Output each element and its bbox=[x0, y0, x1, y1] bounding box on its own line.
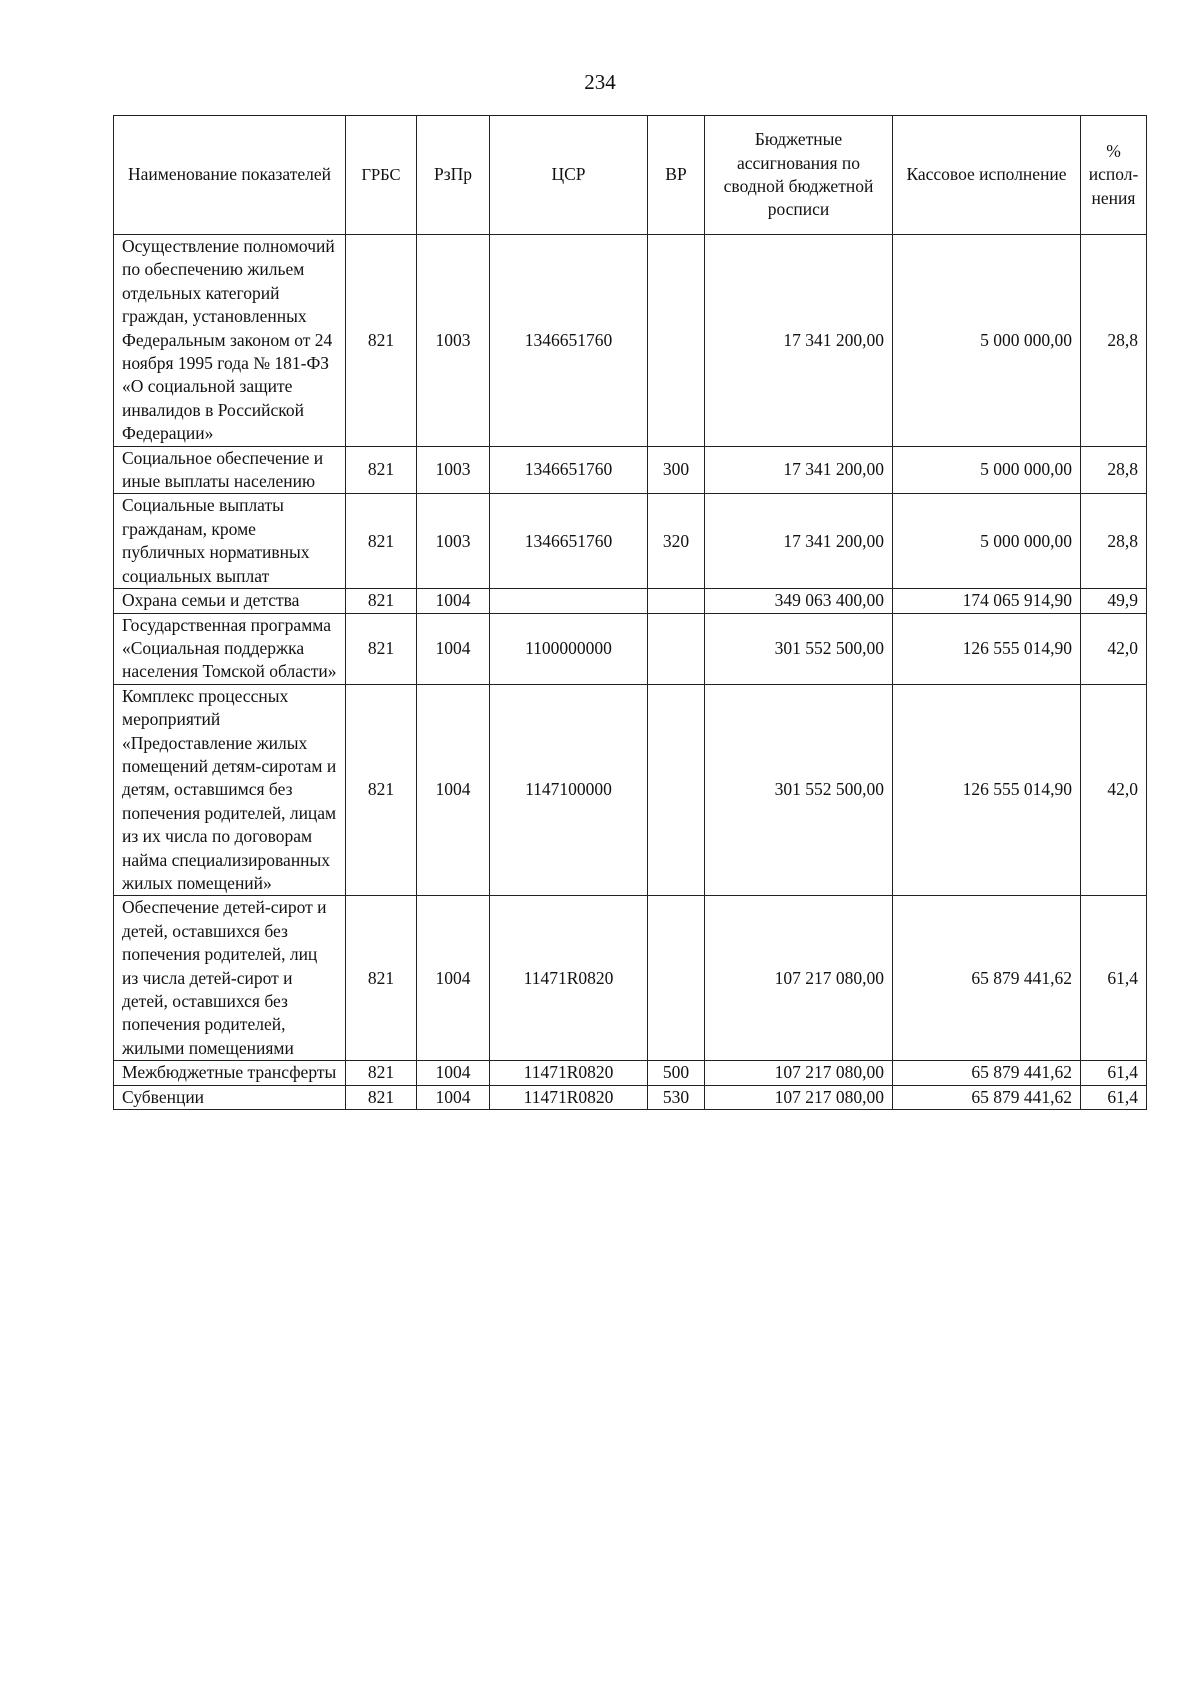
row-executed: 5 000 000,00 bbox=[893, 494, 1081, 589]
row-rzpr: 1003 bbox=[417, 446, 490, 494]
row-vr bbox=[648, 235, 705, 447]
header-grbs: ГРБС bbox=[346, 116, 417, 235]
header-name: Наименование показателей bbox=[114, 116, 346, 235]
row-percent: 61,4 bbox=[1081, 1085, 1147, 1109]
row-executed: 5 000 000,00 bbox=[893, 235, 1081, 447]
row-name: Охрана семьи и детства bbox=[114, 589, 346, 613]
row-percent: 42,0 bbox=[1081, 684, 1147, 896]
budget-table bbox=[113, 115, 1147, 1110]
row-vr: 500 bbox=[648, 1061, 705, 1085]
row-vr: 320 bbox=[648, 494, 705, 589]
row-csr bbox=[490, 589, 648, 613]
row-grbs: 821 bbox=[346, 1085, 417, 1109]
table-row bbox=[114, 235, 1147, 447]
row-grbs: 821 bbox=[346, 235, 417, 447]
row-name: Социальные выплаты гражданам, кроме публичных нормативных социальных выплат bbox=[114, 494, 346, 589]
row-executed: 174 065 914,90 bbox=[893, 589, 1081, 613]
table-row bbox=[114, 684, 1147, 896]
row-vr bbox=[648, 684, 705, 896]
row-name: Обеспечение детей-сирот и детей, оставшихся без попечения родителей, лиц из числа детей-сирот и детей, оставшихся без попечения родителей, жилыми помещениями bbox=[114, 896, 346, 1061]
row-assigned: 17 341 200,00 bbox=[705, 494, 893, 589]
row-percent: 28,8 bbox=[1081, 446, 1147, 494]
row-executed: 126 555 014,90 bbox=[893, 684, 1081, 896]
row-csr: 1346651760 bbox=[490, 235, 648, 447]
table-row bbox=[114, 1085, 1147, 1109]
row-csr: 1346651760 bbox=[490, 446, 648, 494]
row-rzpr: 1003 bbox=[417, 235, 490, 447]
row-csr: 11471R0820 bbox=[490, 1061, 648, 1085]
row-name: Комплекс процессных мероприятий «Предоставление жилых помещений детям-сиротам и детям, оставшимся без попечения родителей, лицам из их числа по договорам найма специализированных жилых помещений» bbox=[114, 684, 346, 896]
row-rzpr: 1004 bbox=[417, 896, 490, 1061]
page-number: 234 bbox=[584, 70, 616, 94]
row-executed: 65 879 441,62 bbox=[893, 1061, 1081, 1085]
row-rzpr: 1004 bbox=[417, 613, 490, 684]
row-assigned: 349 063 400,00 bbox=[705, 589, 893, 613]
row-grbs: 821 bbox=[346, 1061, 417, 1085]
row-rzpr: 1004 bbox=[417, 1061, 490, 1085]
row-rzpr: 1003 bbox=[417, 494, 490, 589]
header-row bbox=[114, 116, 1147, 235]
table-body bbox=[114, 235, 1147, 1110]
header-csr: ЦСР bbox=[490, 116, 648, 235]
row-csr: 1147100000 bbox=[490, 684, 648, 896]
row-grbs: 821 bbox=[346, 589, 417, 613]
row-executed: 126 555 014,90 bbox=[893, 613, 1081, 684]
row-percent: 28,8 bbox=[1081, 235, 1147, 447]
row-name: Межбюджетные трансферты bbox=[114, 1061, 346, 1085]
row-assigned: 107 217 080,00 bbox=[705, 1061, 893, 1085]
row-executed: 65 879 441,62 bbox=[893, 896, 1081, 1061]
row-vr bbox=[648, 589, 705, 613]
row-rzpr: 1004 bbox=[417, 589, 490, 613]
table-row bbox=[114, 589, 1147, 613]
row-assigned: 17 341 200,00 bbox=[705, 235, 893, 447]
header-assigned: Бюджетные ассигнования по сводной бюджетной росписи bbox=[705, 116, 893, 235]
header-rzpr: РзПр bbox=[417, 116, 490, 235]
row-percent: 49,9 bbox=[1081, 589, 1147, 613]
row-executed: 5 000 000,00 bbox=[893, 446, 1081, 494]
row-csr: 11471R0820 bbox=[490, 896, 648, 1061]
row-vr: 300 bbox=[648, 446, 705, 494]
row-assigned: 301 552 500,00 bbox=[705, 684, 893, 896]
row-assigned: 17 341 200,00 bbox=[705, 446, 893, 494]
row-assigned: 107 217 080,00 bbox=[705, 1085, 893, 1109]
header-vr: ВР bbox=[648, 116, 705, 235]
row-rzpr: 1004 bbox=[417, 684, 490, 896]
row-percent: 42,0 bbox=[1081, 613, 1147, 684]
row-vr bbox=[648, 896, 705, 1061]
row-grbs: 821 bbox=[346, 613, 417, 684]
row-percent: 61,4 bbox=[1081, 1061, 1147, 1085]
row-assigned: 107 217 080,00 bbox=[705, 896, 893, 1061]
header-percent: % испол-нения bbox=[1081, 116, 1147, 235]
table-row bbox=[114, 1061, 1147, 1085]
table-row bbox=[114, 494, 1147, 589]
row-percent: 28,8 bbox=[1081, 494, 1147, 589]
header-executed: Кассовое исполнение bbox=[893, 116, 1081, 235]
row-vr: 530 bbox=[648, 1085, 705, 1109]
row-name: Субвенции bbox=[114, 1085, 346, 1109]
row-percent: 61,4 bbox=[1081, 896, 1147, 1061]
table-row bbox=[114, 446, 1147, 494]
row-name: Государственная программа «Социальная поддержка населения Томской области» bbox=[114, 613, 346, 684]
table-row bbox=[114, 896, 1147, 1061]
row-csr: 1100000000 bbox=[490, 613, 648, 684]
row-csr: 1346651760 bbox=[490, 494, 648, 589]
row-name: Осуществление полномочий по обеспечению жильем отдельных категорий граждан, установленных Федеральным законом от 24 ноября 1995 года № 181-ФЗ «О социальной защите инвалидов в Российской Федерации» bbox=[114, 235, 346, 447]
table-header bbox=[114, 116, 1147, 235]
row-executed: 65 879 441,62 bbox=[893, 1085, 1081, 1109]
row-name: Социальное обеспечение и иные выплаты населению bbox=[114, 446, 346, 494]
row-grbs: 821 bbox=[346, 684, 417, 896]
row-assigned: 301 552 500,00 bbox=[705, 613, 893, 684]
row-grbs: 821 bbox=[346, 446, 417, 494]
row-grbs: 821 bbox=[346, 896, 417, 1061]
row-rzpr: 1004 bbox=[417, 1085, 490, 1109]
row-grbs: 821 bbox=[346, 494, 417, 589]
table-row bbox=[114, 613, 1147, 684]
row-csr: 11471R0820 bbox=[490, 1085, 648, 1109]
row-vr bbox=[648, 613, 705, 684]
